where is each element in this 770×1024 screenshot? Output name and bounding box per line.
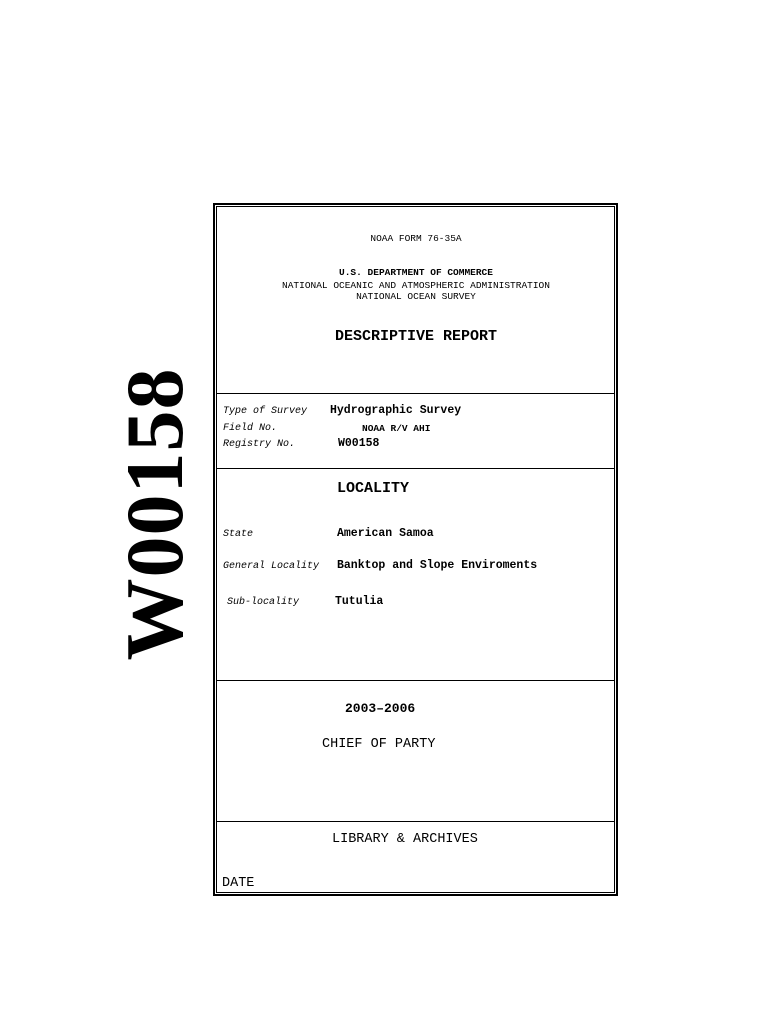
survey-type-value: Hydrographic Survey [330, 404, 462, 417]
general-locality-label: General Locality [223, 561, 320, 572]
sub-locality-label: Sub-locality [227, 597, 300, 608]
state-label: State [223, 529, 254, 540]
divider-survey [217, 468, 615, 469]
registry-number-value: W00158 [338, 437, 380, 450]
state-value: American Samoa [337, 527, 434, 540]
registry-side-label: W00158 [109, 367, 200, 661]
divider-header [217, 393, 615, 394]
date-label: DATE [222, 876, 255, 891]
sub-locality-value: Tutulia [335, 595, 384, 608]
department-name: U.S. DEPARTMENT OF COMMERCE [339, 267, 493, 278]
registry-number-label: Registry No. [223, 439, 296, 450]
field-number-value: NOAA R/V AHI [362, 423, 431, 434]
locality-heading: LOCALITY [337, 480, 410, 497]
survey-years: 2003–2006 [345, 701, 416, 716]
library-archives-label: LIBRARY & ARCHIVES [332, 832, 478, 847]
survey-type-label: Type of Survey [223, 406, 308, 417]
field-number-label: Field No. [223, 423, 278, 434]
general-locality-value: Banktop and Slope Enviroments [337, 559, 538, 572]
divider-party [217, 821, 615, 822]
service-name: NATIONAL OCEAN SURVEY [356, 291, 476, 302]
administration-name: NATIONAL OCEANIC AND ATMOSPHERIC ADMINISTRATION [282, 280, 550, 291]
form-number: NOAA FORM 76-35A [370, 233, 462, 244]
form-inner-border [216, 206, 615, 893]
divider-locality [217, 680, 615, 681]
report-title: DESCRIPTIVE REPORT [334, 328, 498, 345]
chief-of-party-label: CHIEF OF PARTY [322, 737, 436, 752]
